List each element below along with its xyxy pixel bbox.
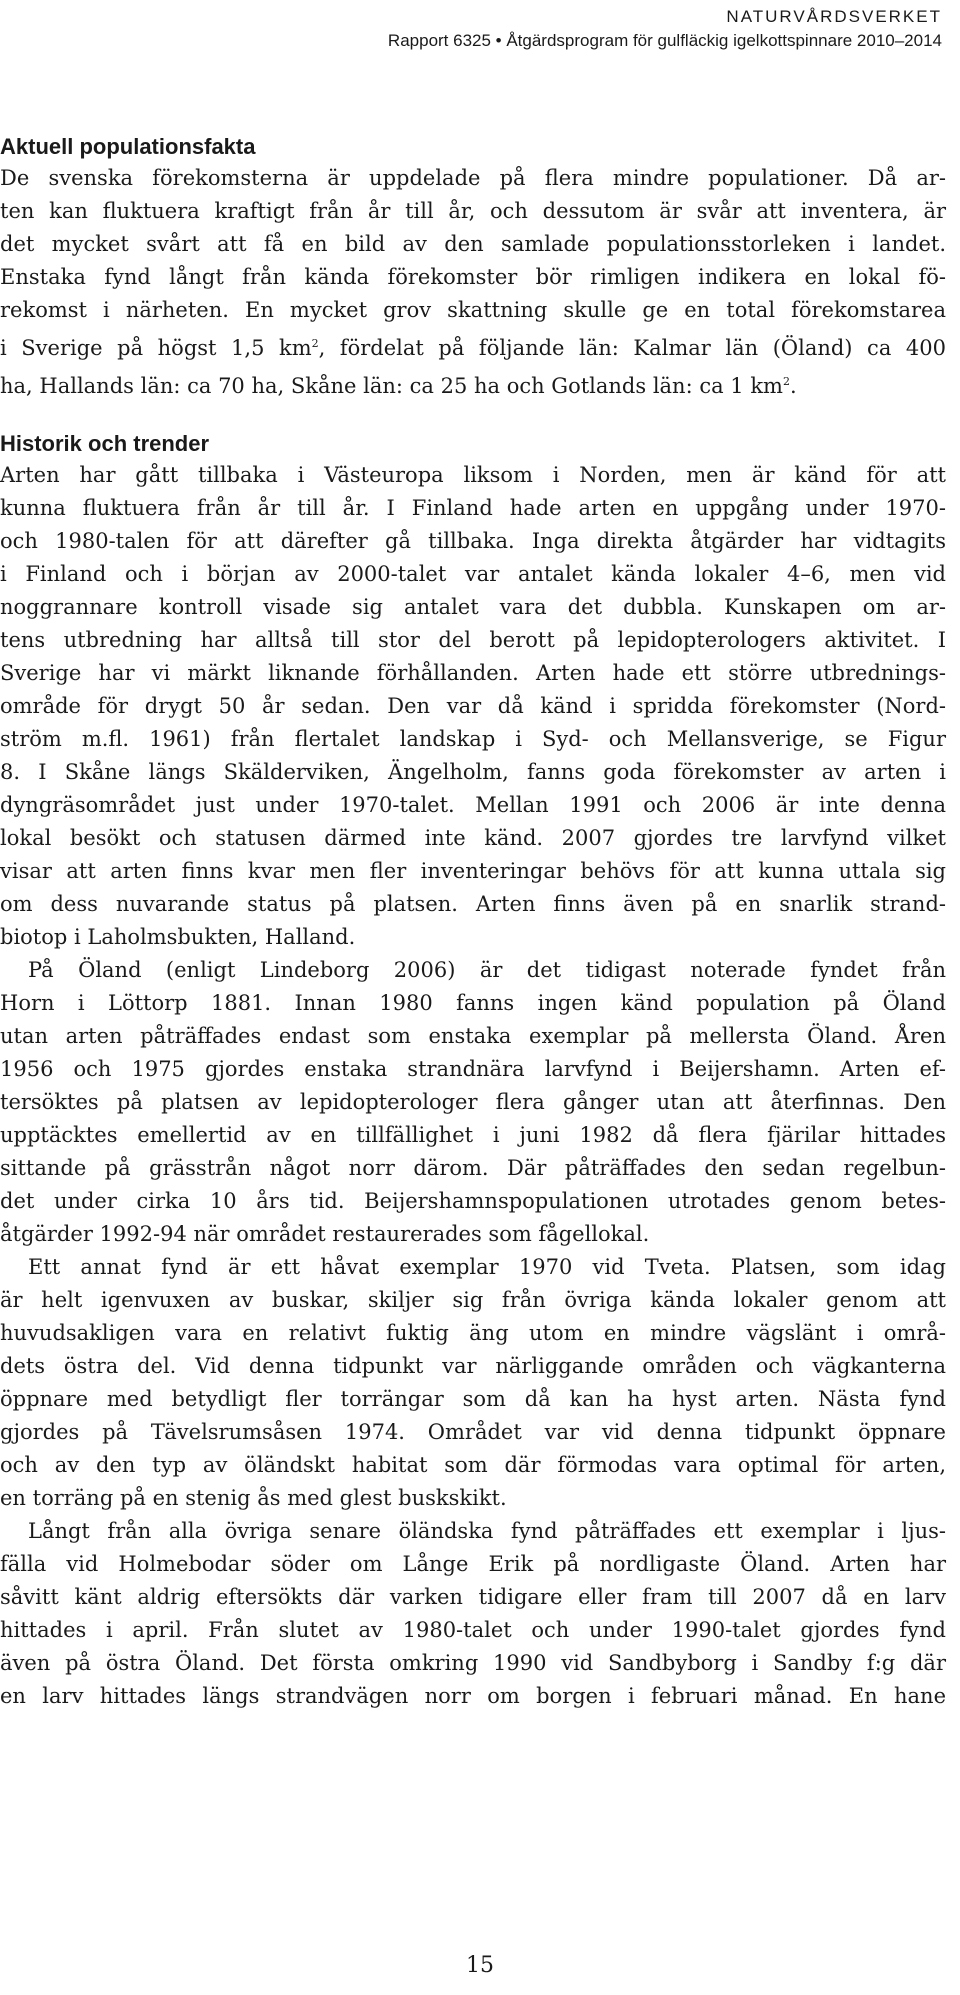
text-line: Sverige har vi märkt liknande förhållanden. Arten hade ett större utbrednings-	[0, 661, 946, 685]
text-line: gjordes på Tävelsrumsåsen 1974. Området var vid denna tidpunkt öppnare	[0, 1420, 946, 1444]
text-line: och av den typ av öländskt habitat som där förmodas vara optimal för arten,	[0, 1453, 946, 1477]
text-line: i Sverige på högst 1,5 $km^2$, fördelat på följande län: Kalmar län (Öland) ca 400	[0, 336, 946, 360]
text-line: i Finland och i början av 2000-talet var antalet kända lokaler 4–6, men vid	[0, 562, 946, 586]
text-line: det under cirka 10 års tid. Beijershamnspopulationen utrotades genom betes-	[0, 1189, 946, 1213]
text-line: tens utbredning har alltså till stor del berott på lepidopterologers aktivitet. I	[0, 628, 946, 652]
text-line: även på östra Öland. Det första omkring 1990 vid Sandbyborg i Sandby f:g där	[0, 1651, 946, 1675]
text-line: fälla vid Holmebodar söder om Långe Erik på nordligaste Öland. Arten har	[0, 1552, 946, 1576]
text-line: De svenska förekomsterna är uppdelade på flera mindre populationer. Då ar-	[0, 166, 946, 190]
text-line: en torräng på en stenig ås med glest buskskikt.	[0, 1486, 507, 1510]
text-line: tersöktes på platsen av lepidopterologer flera gånger utan att återfinnas. Den	[0, 1090, 946, 1114]
text-line: Ett annat fynd är ett håvat exemplar 1970 vid Tveta. Platsen, som idag	[28, 1255, 946, 1279]
text-line: kunna fluktuera från år till år. I Finland hade arten en uppgång under 1970-	[0, 496, 946, 520]
text-line: dyngräsområdet just under 1970-talet. Mellan 1991 och 2006 är inte denna	[0, 793, 946, 817]
text-line: lokal besökt och statusen därmed inte känd. 2007 gjordes tre larvfynd vilket	[0, 826, 946, 850]
text-line: rekomst i närheten. En mycket grov skattning skulle ge en total förekomstarea	[0, 298, 946, 322]
text-line: Arten har gått tillbaka i Västeuropa liksom i Norden, men är känd för att	[0, 463, 946, 487]
text-line: Enstaka fynd långt från kända förekomster bör rimligen indikera en lokal fö-	[0, 265, 946, 289]
text-line: Horn i Löttorp 1881. Innan 1980 fanns ingen känd population på Öland	[0, 991, 946, 1015]
text-line: område för drygt 50 år sedan. Den var då känd i spridda förekomster (Nord-	[0, 694, 946, 718]
document-body	[0, 132, 946, 1713]
organization-name: NATURVÅRDSVERKET	[726, 7, 942, 26]
text-line: visar att arten finns kvar men fler inventeringar behövs för att kunna uttala sig	[0, 859, 946, 883]
text-line: utan arten påträffades endast som enstaka exemplar på mellersta Öland. Åren	[0, 1024, 946, 1048]
section-heading-history: Historik och trender	[0, 431, 210, 456]
text-line: åtgärder 1992-94 när området restaurerades som fågellokal.	[0, 1222, 650, 1246]
report-title: Rapport 6325 • Åtgärdsprogram för gulfläckig igelkottspinnare 2010–2014	[387, 31, 942, 50]
text-line: om dess nuvarande status på platsen. Arten finns även på en snarlik strand-	[0, 892, 946, 916]
text-line: det mycket svårt att få en bild av den samlade populationsstorleken i landet.	[0, 232, 946, 256]
text-line: 8. I Skåne längs Skälderviken, Ängelholm, fanns goda förekomster av arten i	[0, 760, 946, 784]
page-header	[388, 6, 942, 52]
text-line: är helt igenvuxen av buskar, skiljer sig från övriga kända lokaler genom att	[0, 1288, 946, 1312]
text-line: huvudsakligen vara en relativt fuktig äng utom en mindre vägslänt i områ-	[0, 1321, 946, 1345]
text-line: dets östra del. Vid denna tidpunkt var närliggande områden och vägkanterna	[0, 1354, 946, 1378]
text-line: biotop i Laholmsbukten, Halland.	[0, 925, 356, 949]
text-line: På Öland (enligt Lindeborg 2006) är det tidigast noterade fyndet från	[28, 958, 946, 982]
text-line: sittande på grässtrån något norr därom. Där påträffades den sedan regelbun-	[0, 1156, 946, 1180]
text-line: ha, Hallands län: ca 70 ha, Skåne län: ca 25 ha och Gotlands län: ca 1 $km^2$.	[0, 374, 797, 398]
text-line: en larv hittades längs strandvägen norr om borgen i februari månad. En hane	[0, 1684, 946, 1708]
text-line: öppnare med betydligt fler torrängar som då kan ha hyst arten. Nästa fynd	[0, 1387, 946, 1411]
text-line: ten kan fluktuera kraftigt från år till år, och dessutom är svår att inventera, är	[0, 199, 946, 223]
text-line: upptäcktes emellertid av en tillfällighet i juni 1982 då flera fjärilar hittades	[0, 1123, 946, 1147]
section-body-population	[0, 162, 946, 403]
text-line: såvitt känt aldrig eftersökts där varken tidigare eller fram till 2007 då en larv	[0, 1585, 946, 1609]
text-line: noggrannare kontroll visade sig antalet vara det dubbla. Kunskapen om ar-	[0, 595, 946, 619]
text-line: och 1980-talen för att därefter gå tillbaka. Inga direkta åtgärder har vidtagits	[0, 529, 946, 553]
text-line: ström m.fl. 1961) från flertalet landskap i Syd- och Mellansverige, se Figur	[0, 727, 946, 751]
page-number: 15	[466, 1953, 494, 1978]
section-heading-population: Aktuell populationsfakta	[0, 134, 256, 159]
text-line: hittades i april. Från slutet av 1980-talet och under 1990-talet gjordes fynd	[0, 1618, 946, 1642]
text-line: Långt från alla övriga senare öländska fynd påträffades ett exemplar i ljus-	[28, 1519, 946, 1543]
text-line: 1956 och 1975 gjordes enstaka strandnära larvfynd i Beijershamn. Arten ef-	[0, 1057, 946, 1081]
section-body-history	[0, 459, 946, 1713]
